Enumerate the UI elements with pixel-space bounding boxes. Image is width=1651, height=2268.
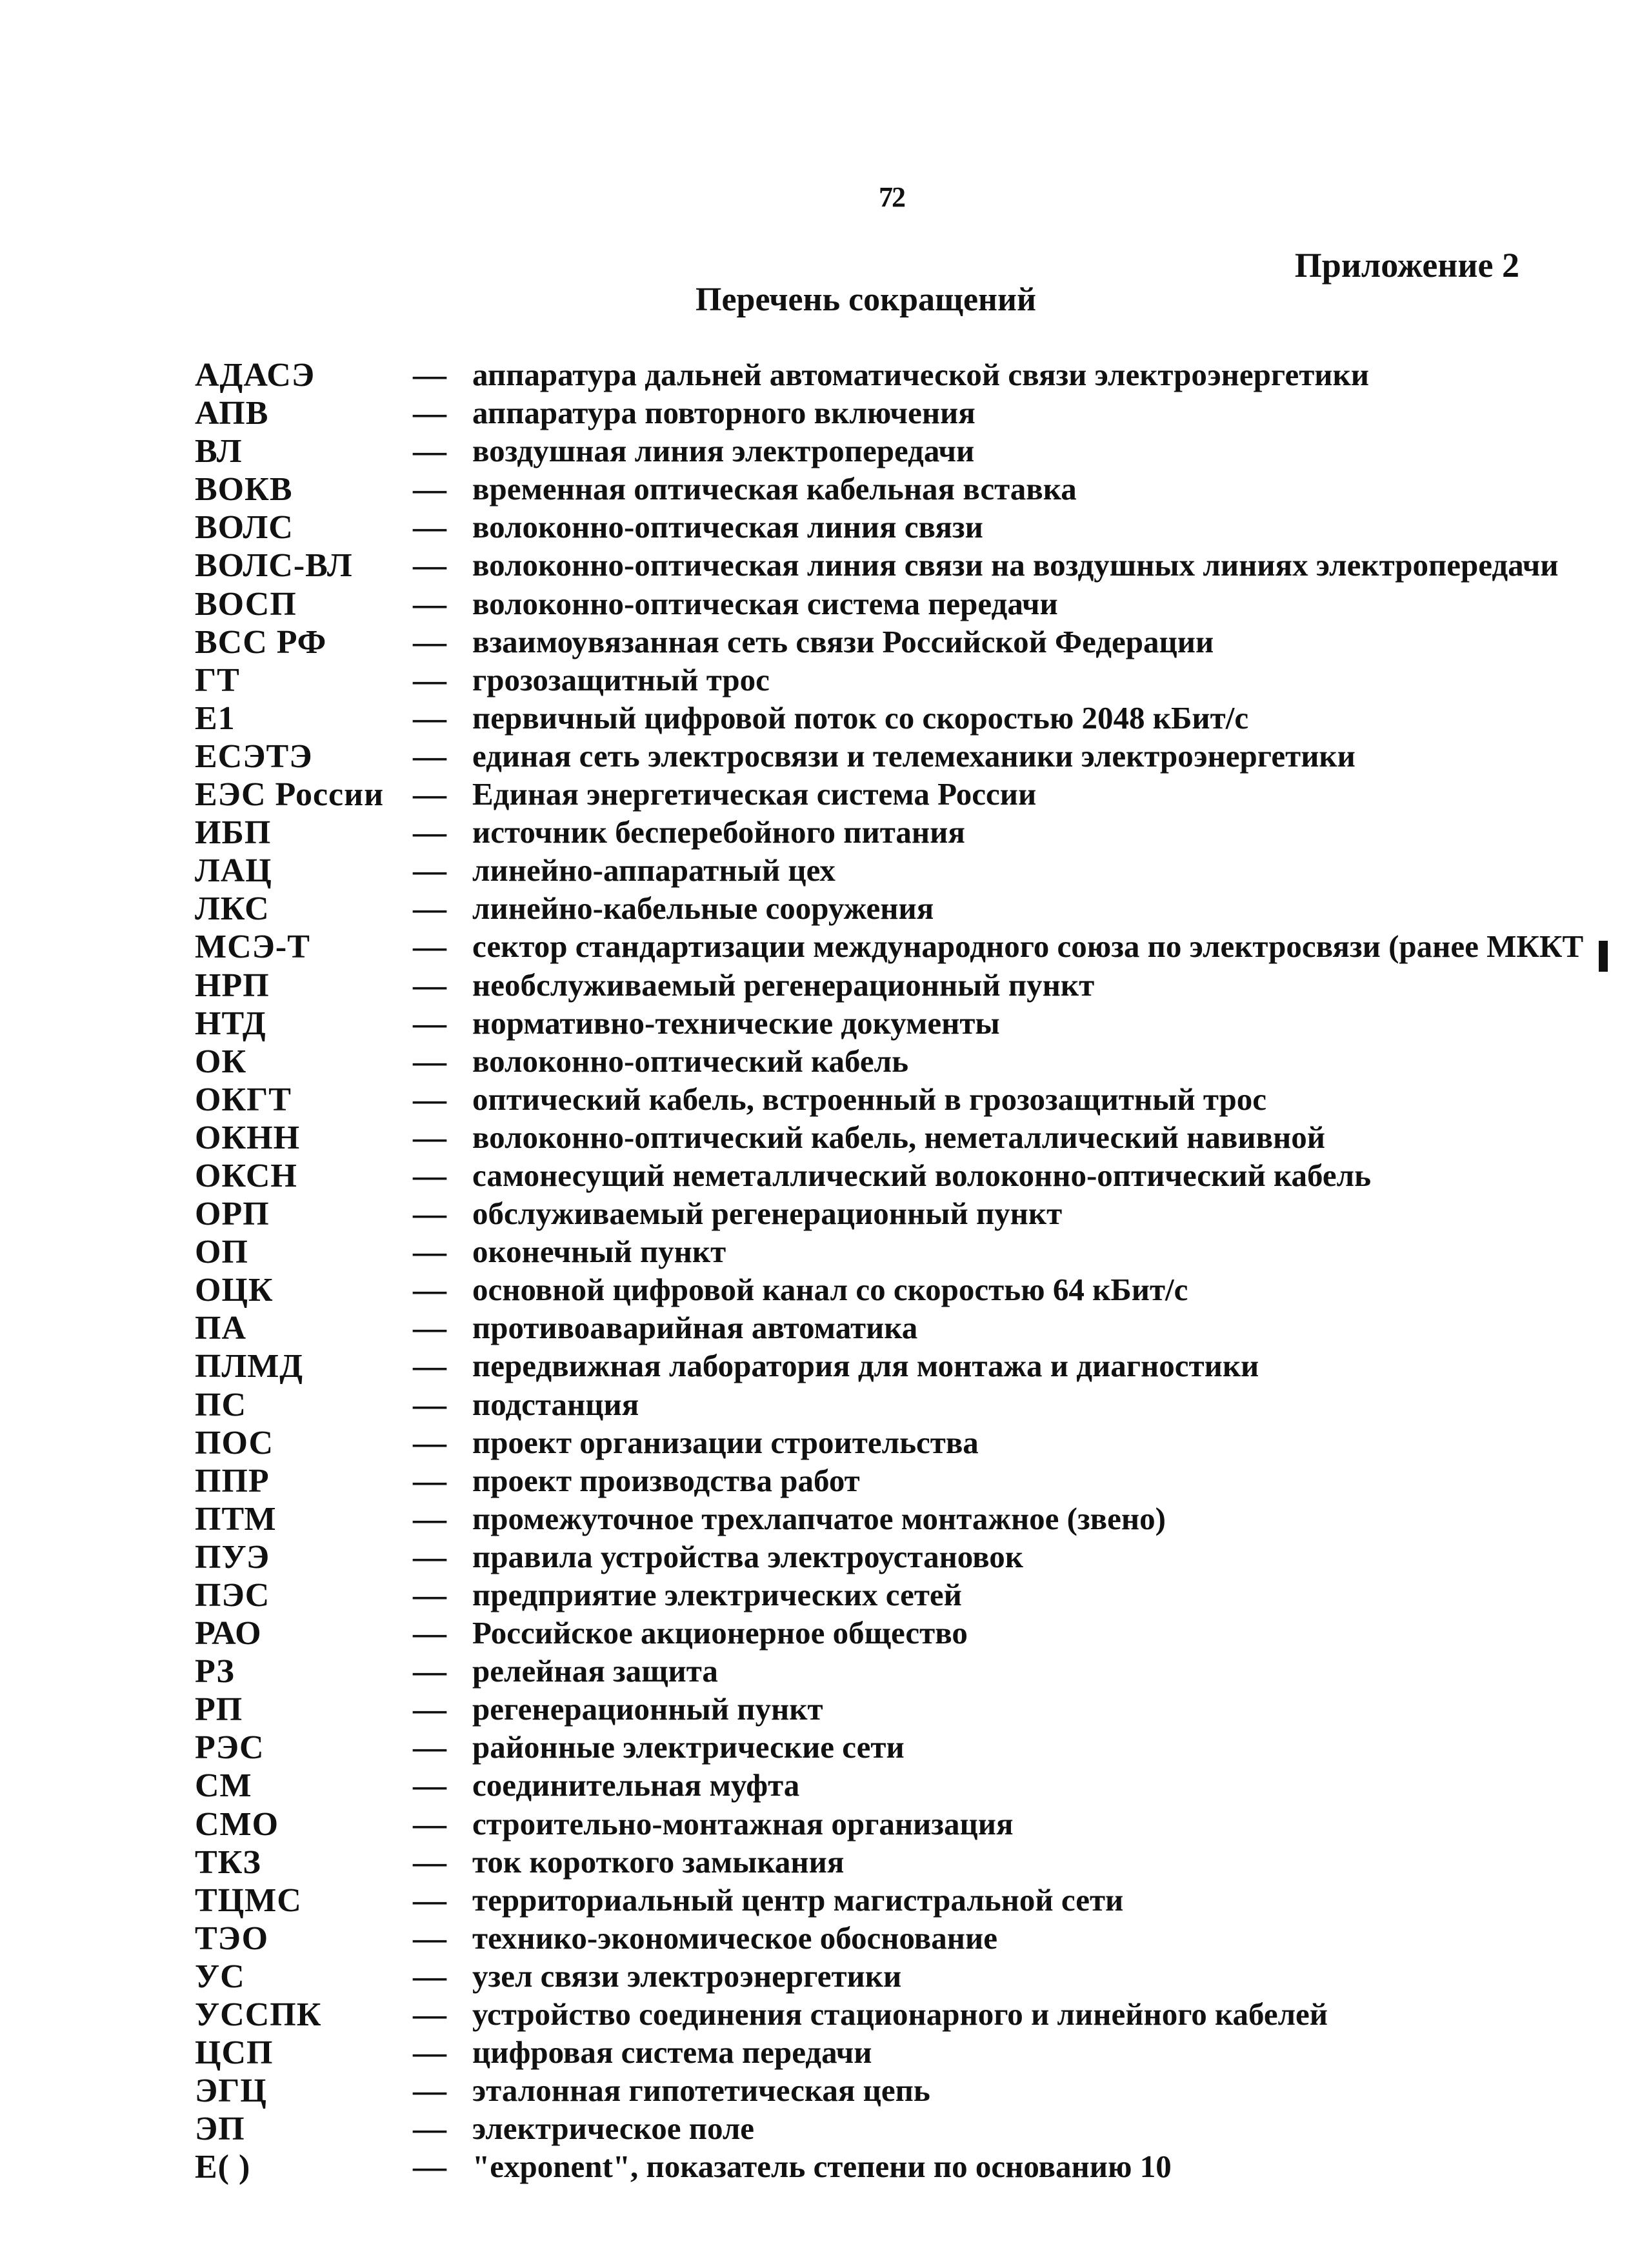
abbreviation: ПА bbox=[195, 1310, 246, 1347]
definition: узел связи электроэнергетики bbox=[472, 1958, 902, 1994]
list-item bbox=[0, 1767, 1651, 1805]
abbreviation: РЗ bbox=[195, 1653, 235, 1691]
em-dash-separator: — bbox=[413, 1615, 446, 1652]
abbreviation: ОРП bbox=[195, 1196, 270, 1233]
list-item bbox=[0, 2034, 1651, 2072]
em-dash-separator: — bbox=[413, 509, 446, 547]
abbreviation: НТД bbox=[195, 1005, 266, 1042]
definition: первичный цифровой поток со скоростью 2048 кБит/с bbox=[472, 699, 1249, 736]
list-item bbox=[0, 1882, 1651, 1920]
list-item bbox=[0, 1691, 1651, 1729]
abbreviation: ОКНН bbox=[195, 1119, 301, 1156]
abbreviation: ОК bbox=[195, 1043, 247, 1080]
list-item bbox=[0, 890, 1651, 928]
definition: волоконно-оптическая линия связи bbox=[472, 509, 983, 545]
abbreviation: ТЭО bbox=[195, 1920, 269, 1957]
abbreviation: СМО bbox=[195, 1805, 279, 1843]
em-dash-separator: — bbox=[413, 1538, 446, 1576]
definition: противоаварийная автоматика bbox=[472, 1310, 918, 1346]
abbreviation: МСЭ-Т bbox=[195, 928, 310, 966]
em-dash-separator: — bbox=[413, 357, 446, 394]
abbreviation: НРП bbox=[195, 967, 270, 1004]
definition: подстанция bbox=[472, 1386, 639, 1422]
abbreviation: ЕЭС России bbox=[195, 776, 385, 814]
definition: волоконно-оптическая линия связи на воздушных линиях электропередачи bbox=[472, 547, 1559, 583]
list-item bbox=[0, 2148, 1651, 2186]
definition: проект организации строительства bbox=[472, 1424, 979, 1460]
list-item bbox=[0, 1652, 1651, 1691]
list-item bbox=[0, 585, 1651, 623]
em-dash-separator: — bbox=[413, 1043, 446, 1080]
list-item bbox=[0, 1195, 1651, 1233]
list-item bbox=[0, 1119, 1651, 1157]
definition: устройство соединения стационарного и линейного кабелей bbox=[472, 1996, 1328, 2032]
definition: технико-экономическое обоснование bbox=[472, 1920, 997, 1956]
abbreviation: ЕСЭТЭ bbox=[195, 738, 313, 775]
definition: Единая энергетическая система России bbox=[472, 776, 1037, 812]
em-dash-separator: — bbox=[413, 890, 446, 928]
definition: единая сеть электросвязи и телемеханики электроэнергетики bbox=[472, 738, 1356, 774]
list-item bbox=[0, 661, 1651, 699]
abbreviation: ТЦМС bbox=[195, 1882, 302, 1919]
abbreviation: ЦСП bbox=[195, 2034, 274, 2072]
em-dash-separator: — bbox=[413, 1958, 446, 1995]
em-dash-separator: — bbox=[413, 1119, 446, 1156]
em-dash-separator: — bbox=[413, 1805, 446, 1843]
abbreviation: ОКСН bbox=[195, 1157, 297, 1194]
em-dash-separator: — bbox=[413, 2034, 446, 2072]
em-dash-separator: — bbox=[413, 1386, 446, 1423]
definition: грозозащитный трос bbox=[472, 661, 770, 697]
definition: Российское акционерное общество bbox=[472, 1615, 968, 1651]
list-item bbox=[0, 623, 1651, 661]
em-dash-separator: — bbox=[413, 2149, 446, 2186]
em-dash-separator: — bbox=[413, 623, 446, 661]
list-item bbox=[0, 1462, 1651, 1500]
em-dash-separator: — bbox=[413, 2072, 446, 2110]
definition: промежуточное трехлапчатое монтажное (звено) bbox=[472, 1500, 1166, 1536]
em-dash-separator: — bbox=[413, 1996, 446, 2034]
list-item bbox=[0, 1157, 1651, 1195]
list-item bbox=[0, 1996, 1651, 2034]
abbreviation: ОЦК bbox=[195, 1272, 274, 1309]
em-dash-separator: — bbox=[413, 1234, 446, 1271]
abbreviation: ЛАЦ bbox=[195, 852, 272, 890]
abbreviation: ПТМ bbox=[195, 1500, 277, 1538]
definition: передвижная лаборатория для монтажа и диагностики bbox=[472, 1348, 1259, 1384]
list-item bbox=[0, 928, 1651, 966]
page-number: 72 bbox=[879, 181, 905, 213]
appendix-label: Приложение 2 bbox=[1294, 246, 1519, 285]
em-dash-separator: — bbox=[413, 433, 446, 470]
abbreviation: ПЭС bbox=[195, 1577, 270, 1614]
abbreviation: ЭП bbox=[195, 2111, 245, 2148]
list-item bbox=[0, 814, 1651, 852]
definition: временная оптическая кабельная вставка bbox=[472, 471, 1077, 507]
definition: правила устройства электроустановок bbox=[472, 1538, 1023, 1574]
list-item bbox=[0, 1729, 1651, 1767]
abbreviation: ПЛМД bbox=[195, 1348, 304, 1385]
list-item bbox=[0, 776, 1651, 814]
definition: основной цифровой канал со скоростью 64 кБит/с bbox=[472, 1272, 1188, 1308]
list-item bbox=[0, 1309, 1651, 1347]
em-dash-separator: — bbox=[413, 1081, 446, 1118]
abbreviation: ОКГТ bbox=[195, 1081, 292, 1118]
abbreviation: ППР bbox=[195, 1462, 270, 1500]
em-dash-separator: — bbox=[413, 1272, 446, 1309]
definition: соединительная муфта bbox=[472, 1767, 800, 1803]
abbreviation: ПС bbox=[195, 1386, 246, 1423]
list-item bbox=[0, 1500, 1651, 1538]
list-item bbox=[0, 1005, 1651, 1043]
em-dash-separator: — bbox=[413, 1882, 446, 1919]
abbreviation: ПУЭ bbox=[195, 1538, 270, 1576]
definition: электрическое поле bbox=[472, 2111, 755, 2147]
list-item bbox=[0, 547, 1651, 585]
abbreviation-list bbox=[0, 356, 1651, 2187]
list-item bbox=[0, 699, 1651, 738]
scan-edge-mark bbox=[1599, 941, 1608, 972]
list-item bbox=[0, 508, 1651, 547]
definition: цифровая система передачи bbox=[472, 2034, 872, 2071]
abbreviation: УССПК bbox=[195, 1996, 322, 2034]
list-item bbox=[0, 1233, 1651, 1271]
definition: линейно-аппаратный цех bbox=[472, 852, 836, 888]
definition: территориальный центр магистральной сети bbox=[472, 1882, 1124, 1918]
list-item bbox=[0, 1081, 1651, 1119]
abbreviation: ИБП bbox=[195, 814, 272, 852]
abbreviation: ПОС bbox=[195, 1424, 274, 1461]
list-item bbox=[0, 1386, 1651, 1424]
em-dash-separator: — bbox=[413, 1196, 446, 1233]
abbreviation: УС bbox=[195, 1958, 245, 1995]
em-dash-separator: — bbox=[413, 471, 446, 508]
definition: эталонная гипотетическая цепь bbox=[472, 2072, 930, 2109]
definition: сектор стандартизации международного союза по электросвязи (ранее МККТ bbox=[472, 928, 1584, 965]
em-dash-separator: — bbox=[413, 1462, 446, 1500]
definition: линейно-кабельные сооружения bbox=[472, 890, 934, 927]
em-dash-separator: — bbox=[413, 585, 446, 623]
list-item bbox=[0, 1805, 1651, 1843]
list-item bbox=[0, 394, 1651, 432]
list-item bbox=[0, 2072, 1651, 2110]
definition: самонесущий неметаллический волоконно-оптический кабель bbox=[472, 1157, 1371, 1193]
em-dash-separator: — bbox=[413, 1310, 446, 1347]
page-title: Перечень сокращений bbox=[695, 281, 1036, 318]
abbreviation: ГТ bbox=[195, 661, 240, 699]
list-item bbox=[0, 2110, 1651, 2148]
em-dash-separator: — bbox=[413, 1843, 446, 1881]
list-item bbox=[0, 738, 1651, 776]
em-dash-separator: — bbox=[413, 967, 446, 1004]
abbreviation: СМ bbox=[195, 1767, 252, 1805]
definition: источник бесперебойного питания bbox=[472, 814, 965, 850]
abbreviation: РП bbox=[195, 1691, 243, 1729]
definition: аппаратура повторного включения bbox=[472, 395, 976, 431]
abbreviation: РЭС bbox=[195, 1729, 265, 1767]
em-dash-separator: — bbox=[413, 1577, 446, 1614]
em-dash-separator: — bbox=[413, 1500, 446, 1538]
list-item bbox=[0, 432, 1651, 470]
abbreviation: ВОЛС bbox=[195, 509, 294, 547]
em-dash-separator: — bbox=[413, 1920, 446, 1957]
list-item bbox=[0, 1538, 1651, 1576]
definition: волоконно-оптический кабель, неметаллический навивной bbox=[472, 1119, 1325, 1155]
definition: воздушная линия электропередачи bbox=[472, 433, 975, 469]
em-dash-separator: — bbox=[413, 395, 446, 432]
list-item bbox=[0, 1614, 1651, 1652]
list-item bbox=[0, 1958, 1651, 1996]
definition: аппаратура дальней автоматической связи электроэнергетики bbox=[472, 357, 1369, 392]
em-dash-separator: — bbox=[413, 547, 446, 585]
definition: строительно-монтажная организация bbox=[472, 1805, 1014, 1841]
em-dash-separator: — bbox=[413, 776, 446, 814]
em-dash-separator: — bbox=[413, 1767, 446, 1805]
list-item bbox=[0, 1043, 1651, 1081]
abbreviation: ЭГЦ bbox=[195, 2072, 267, 2110]
abbreviation: ВОСП bbox=[195, 585, 297, 623]
abbreviation: ВОКВ bbox=[195, 471, 293, 508]
definition: оконечный пункт bbox=[472, 1234, 726, 1270]
abbreviation: РАО bbox=[195, 1615, 262, 1652]
list-item bbox=[0, 852, 1651, 890]
em-dash-separator: — bbox=[413, 661, 446, 699]
em-dash-separator: — bbox=[413, 1729, 446, 1767]
definition: волоконно-оптический кабель bbox=[472, 1043, 909, 1079]
abbreviation: Е1 bbox=[195, 699, 235, 737]
list-item bbox=[0, 356, 1651, 394]
definition: предприятие электрических сетей bbox=[472, 1577, 962, 1612]
list-item bbox=[0, 967, 1651, 1005]
abbreviation: ВСС РФ bbox=[195, 623, 327, 661]
list-item bbox=[0, 1576, 1651, 1614]
abbreviation: Е( ) bbox=[195, 2149, 251, 2186]
abbreviation: АПВ bbox=[195, 395, 269, 432]
abbreviation: ВОЛС-ВЛ bbox=[195, 547, 353, 585]
em-dash-separator: — bbox=[413, 852, 446, 890]
definition: проект производства работ bbox=[472, 1462, 860, 1498]
em-dash-separator: — bbox=[413, 1005, 446, 1042]
abbreviation: ОП bbox=[195, 1234, 248, 1271]
list-item bbox=[0, 1843, 1651, 1882]
definition: волоконно-оптическая система передачи bbox=[472, 585, 1058, 621]
em-dash-separator: — bbox=[413, 928, 446, 966]
abbreviation: ВЛ bbox=[195, 433, 243, 470]
definition: ток короткого замыкания bbox=[472, 1843, 845, 1880]
em-dash-separator: — bbox=[413, 2111, 446, 2148]
em-dash-separator: — bbox=[413, 699, 446, 737]
abbreviation: ТКЗ bbox=[195, 1843, 261, 1881]
em-dash-separator: — bbox=[413, 814, 446, 852]
em-dash-separator: — bbox=[413, 738, 446, 775]
abbreviation: ЛКС bbox=[195, 890, 270, 928]
list-item bbox=[0, 1347, 1651, 1385]
list-item bbox=[0, 470, 1651, 508]
definition: необслуживаемый регенерационный пункт bbox=[472, 967, 1095, 1003]
definition: нормативно-технические документы bbox=[472, 1005, 1000, 1041]
list-item bbox=[0, 1271, 1651, 1309]
em-dash-separator: — bbox=[413, 1653, 446, 1691]
em-dash-separator: — bbox=[413, 1348, 446, 1385]
em-dash-separator: — bbox=[413, 1157, 446, 1194]
em-dash-separator: — bbox=[413, 1691, 446, 1729]
definition: оптический кабель, встроенный в грозозащитный трос bbox=[472, 1081, 1267, 1117]
definition: регенерационный пункт bbox=[472, 1691, 823, 1727]
em-dash-separator: — bbox=[413, 1424, 446, 1461]
definition: взаимоувязанная сеть связи Российской Федерации bbox=[472, 623, 1214, 659]
abbreviation: АДАСЭ bbox=[195, 357, 315, 394]
definition: районные электрические сети bbox=[472, 1729, 905, 1765]
definition: обслуживаемый регенерационный пункт bbox=[472, 1196, 1063, 1232]
definition: "exponent", показатель степени по основанию 10 bbox=[472, 2149, 1172, 2185]
list-item bbox=[0, 1424, 1651, 1462]
list-item bbox=[0, 1920, 1651, 1958]
definition: релейная защита bbox=[472, 1653, 718, 1689]
